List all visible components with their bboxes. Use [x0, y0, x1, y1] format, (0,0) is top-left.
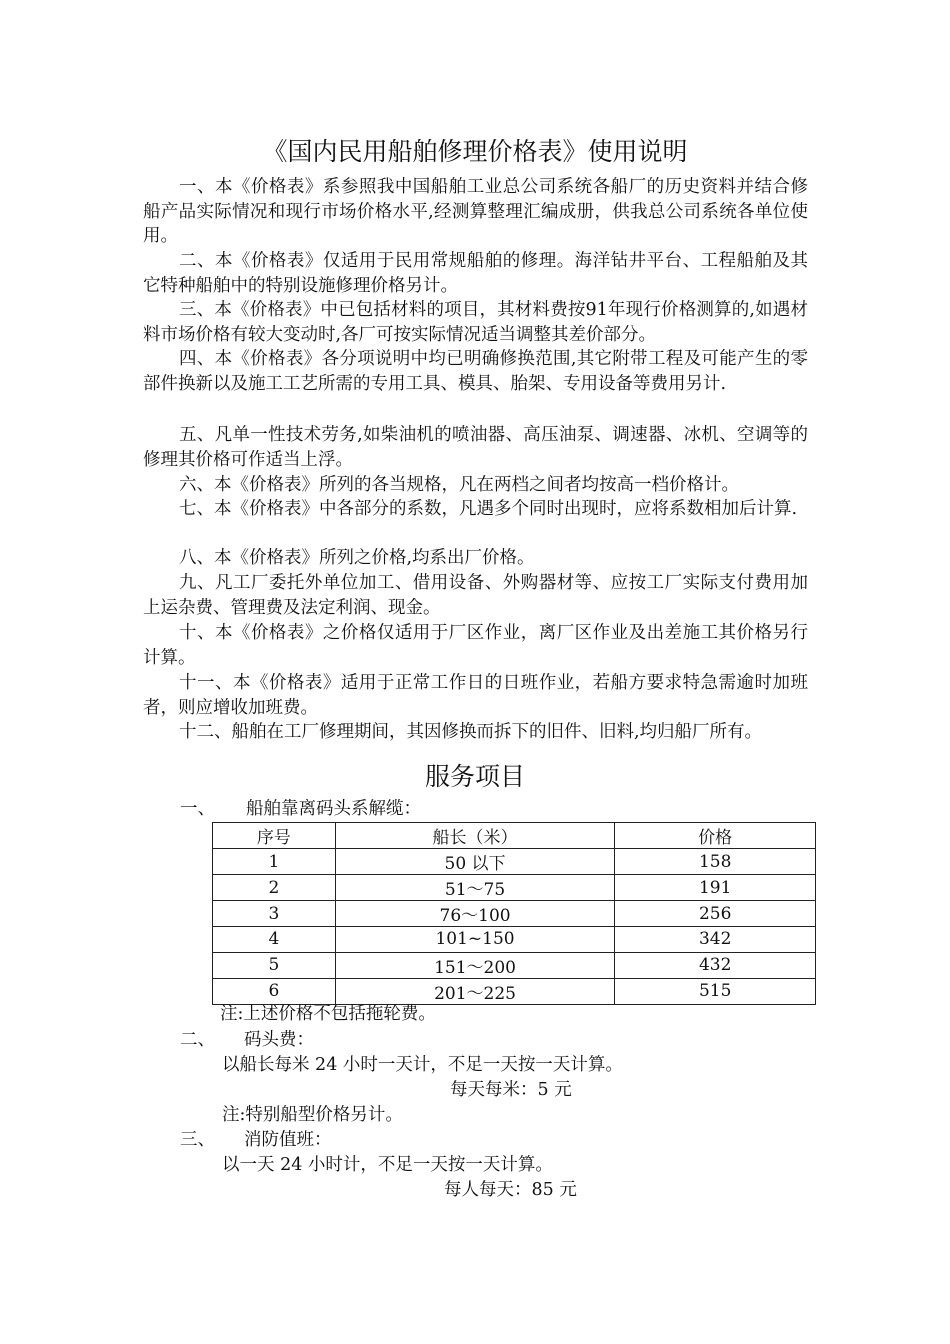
section2-rule: 以船长每米 24 小时一天计，不足一天按一天计算。	[222, 1055, 623, 1075]
header-index: 序号	[213, 823, 336, 849]
table-row	[213, 952, 816, 978]
note-paragraph-10: 十、本《价格表》之价格仅适用于厂区作业，离厂区作业及出差施工其价格另行计算。	[143, 623, 808, 668]
page-title: 《国内民用船舶修理价格表》使用说明	[262, 137, 688, 166]
section2-number: 二、	[180, 1030, 215, 1050]
note-paragraph-6: 六、本《价格表》所列的各当规格，凡在两档之间者均按高一档价格计。	[179, 475, 739, 495]
table-row	[213, 978, 816, 1004]
table-row	[213, 927, 816, 953]
note-paragraph-7: 七、本《价格表》中各部分的系数，凡遇多个同时出现时，应将系数相加后计算.	[179, 499, 798, 519]
table-header-row	[213, 823, 816, 849]
note-paragraph-4: 四、本《价格表》各分项说明中均已明确修换范围,其它附带工程及可能产生的零部件换新以及施工工艺所需的专用工具、模具、胎架、专用设备等费用另计.	[143, 349, 808, 394]
section3-heading: 消防值班：	[244, 1130, 332, 1150]
cell-index: 4	[213, 927, 336, 953]
cell-length: 51～75	[335, 875, 615, 901]
cell-index: 1	[213, 849, 336, 875]
section2-price: 每天每米：5 元	[450, 1080, 572, 1100]
cell-length: 101~150	[335, 927, 615, 953]
mooring-price-table	[212, 822, 816, 1005]
section1-note: 注:上述价格不包括拖轮费。	[220, 1004, 436, 1024]
note-paragraph-8: 八、本《价格表》所列之价格,均系出厂价格。	[179, 548, 535, 568]
note-paragraph-2: 二、本《价格表》仅适用于民用常规船舶的修理。海洋钻井平台、工程船舶及其它特种船舶中的特别设施修理价格另计。	[143, 251, 808, 296]
note-paragraph-1: 一、本《价格表》系参照我中国船舶工业总公司系统各船厂的历史资料并结合修船产品实际情况和现行市场价格水平,经测算整理汇编成册，供我总公司系统各单位使用。	[143, 177, 808, 246]
cell-price: 432	[615, 952, 816, 978]
section1-number: 一、	[180, 799, 215, 819]
note-paragraph-9: 九、凡工厂委托外单位加工、借用设备、外购器材等、应按工厂实际支付费用加上运杂费、管理费及法定利润、现金。	[143, 573, 808, 618]
cell-length: 50 以下	[335, 849, 615, 875]
cell-price: 191	[615, 875, 816, 901]
table-row	[213, 849, 816, 875]
cell-price: 256	[615, 901, 816, 927]
table-row	[213, 875, 816, 901]
section1-heading: 船舶靠离码头系解缆：	[246, 799, 421, 819]
section3-rule: 以一天 24 小时计，不足一天按一天计算。	[222, 1155, 553, 1175]
cell-length: 151～200	[335, 952, 615, 978]
cell-index: 6	[213, 978, 336, 1004]
cell-length: 201～225	[335, 978, 615, 1004]
section2-heading: 码头费：	[244, 1030, 314, 1050]
note-paragraph-11: 十一、本《价格表》适用于正常工作日的日班作业，若船方要求特急需逾时加班者，则应增收加班费。	[143, 673, 808, 718]
note-paragraph-5: 五、凡单一性技术劳务,如柴油机的喷油器、高压油泵、调速器、冰机、空调等的修理其价格可作适当上浮。	[143, 425, 808, 470]
header-price: 价格	[615, 823, 816, 849]
cell-index: 2	[213, 875, 336, 901]
header-length: 船长（米）	[335, 823, 615, 849]
note-paragraph-12: 十二、船舶在工厂修理期间，其因修换而拆下的旧件、旧料,均归船厂所有。	[179, 722, 763, 742]
note-paragraph-3: 三、本《价格表》中已包括材料的项目，其材料费按91年现行价格测算的,如遇材料市场价格有较大变动时,各厂可按实际情况适当调整其差价部分。	[143, 300, 808, 345]
cell-price: 515	[615, 978, 816, 1004]
section3-number: 三、	[180, 1130, 215, 1150]
cell-index: 3	[213, 901, 336, 927]
section3-price: 每人每天：85 元	[444, 1180, 577, 1200]
cell-length: 76～100	[335, 901, 615, 927]
cell-index: 5	[213, 952, 336, 978]
cell-price: 158	[615, 849, 816, 875]
table-row	[213, 901, 816, 927]
services-title: 服务项目	[424, 762, 525, 791]
cell-price: 342	[615, 927, 816, 953]
section2-note: 注:特别船型价格另计。	[222, 1105, 403, 1125]
